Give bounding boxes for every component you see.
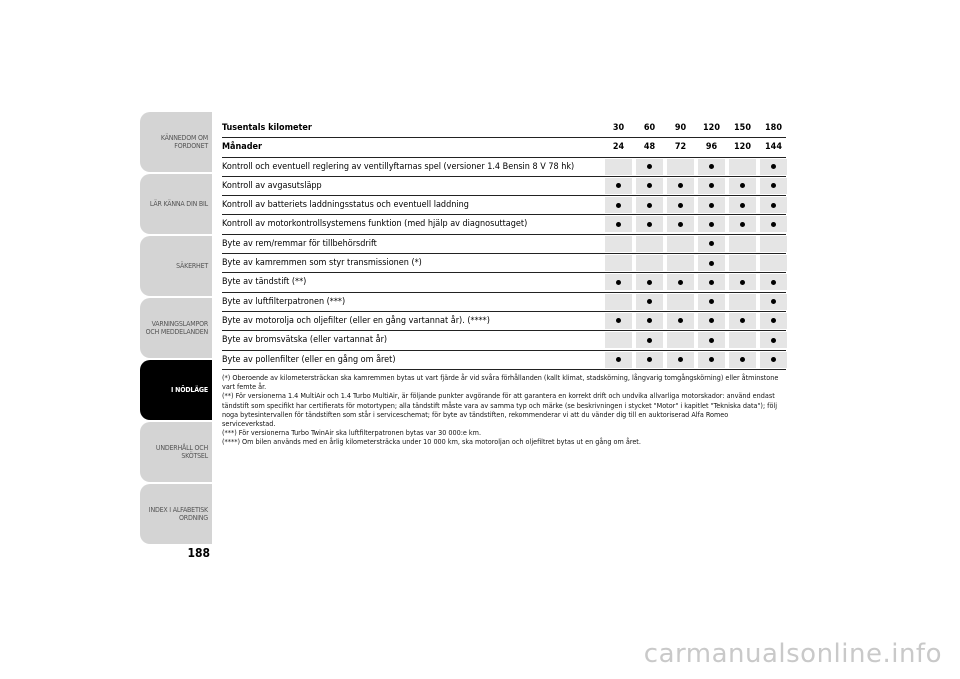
interval-cell bbox=[667, 178, 694, 194]
service-dot-icon bbox=[740, 203, 745, 208]
interval-cell bbox=[698, 352, 725, 368]
km-cell: 60 bbox=[643, 123, 656, 133]
interval-cell bbox=[729, 352, 756, 368]
header-label-months: Månader bbox=[222, 142, 263, 153]
interval-cell bbox=[667, 274, 694, 290]
service-dot-icon bbox=[709, 280, 714, 285]
row-label: Byte av rem/remmar för tillbehörsdrift bbox=[222, 238, 377, 249]
interval-cell bbox=[605, 352, 632, 368]
row-label: Byte av motorolja och oljefilter (eller en gång vartannat år). (****) bbox=[222, 315, 490, 326]
interval-cell bbox=[698, 332, 725, 348]
tab-sakerhet[interactable] bbox=[140, 236, 212, 296]
footnote-3: (***) För versionerna Turbo TwinAir ska luftfilterpatronen bytas var 30 000:e km. bbox=[222, 428, 482, 438]
interval-cell bbox=[760, 274, 787, 290]
service-dot-icon bbox=[709, 261, 714, 266]
service-dot-icon bbox=[771, 222, 776, 227]
month-cell: 24 bbox=[612, 142, 625, 153]
table-row bbox=[222, 215, 786, 234]
interval-cell bbox=[698, 294, 725, 310]
table-row bbox=[222, 331, 786, 350]
tab-label: LÄR KÄNNA DIN BIL bbox=[149, 200, 208, 208]
tab-index[interactable] bbox=[140, 484, 212, 544]
table-row bbox=[222, 158, 786, 177]
interval-cell bbox=[605, 197, 632, 213]
interval-cell bbox=[605, 313, 632, 329]
service-dot-icon bbox=[740, 357, 745, 362]
service-dot-icon bbox=[647, 203, 652, 208]
interval-cell bbox=[698, 274, 725, 290]
tab-label: VARNINGSLAMPOR OCH MEDDELANDEN bbox=[145, 320, 208, 336]
service-dot-icon bbox=[740, 280, 745, 285]
service-dot-icon bbox=[740, 318, 745, 323]
table-row bbox=[222, 235, 786, 254]
table-row bbox=[222, 312, 786, 331]
page-number: 188 bbox=[187, 546, 210, 560]
km-cell: 90 bbox=[674, 123, 687, 133]
service-dot-icon bbox=[709, 299, 714, 304]
header-row-km bbox=[222, 119, 786, 138]
month-cell: 48 bbox=[643, 142, 656, 153]
interval-cell bbox=[729, 159, 756, 175]
service-dot-icon bbox=[771, 357, 776, 362]
interval-cell bbox=[636, 352, 663, 368]
km-cell: 150 bbox=[734, 123, 751, 133]
interval-cell bbox=[760, 313, 787, 329]
interval-cell bbox=[729, 236, 756, 252]
month-cell: 120 bbox=[734, 142, 751, 153]
interval-cell bbox=[636, 216, 663, 232]
service-dot-icon bbox=[678, 357, 683, 362]
interval-cell bbox=[729, 216, 756, 232]
interval-cell bbox=[605, 274, 632, 290]
service-dot-icon bbox=[771, 164, 776, 169]
row-label: Kontroll av batteriets laddningsstatus och eventuell laddning bbox=[222, 200, 469, 211]
interval-cell bbox=[667, 197, 694, 213]
interval-cell bbox=[698, 236, 725, 252]
service-dot-icon bbox=[616, 203, 621, 208]
service-dot-icon bbox=[647, 222, 652, 227]
km-cell: 180 bbox=[765, 123, 782, 133]
interval-cell bbox=[760, 178, 787, 194]
watermark: carmanualsonline.info bbox=[643, 639, 942, 669]
interval-cell bbox=[760, 236, 787, 252]
interval-cell bbox=[605, 236, 632, 252]
interval-cell bbox=[698, 313, 725, 329]
interval-cell bbox=[760, 197, 787, 213]
maintenance-table bbox=[222, 119, 786, 370]
km-cell: 30 bbox=[612, 123, 625, 133]
month-cell: 96 bbox=[705, 142, 718, 153]
row-label: Byte av kamremmen som styr transmissionen (*) bbox=[222, 258, 422, 269]
footnote-2: (**) För versionerna 1.4 MultiAir och 1.4 Turbo MultiAir, är följande punkter avgörande för att garantera en korrekt drift och undvika allvarliga motorskador: använd endast tändstift som specifikt har certifierats för motortypen; alla tändstift måste vara av samma typ och märke (se beskrivningen i stycket "Motor" i kapitlet "Tekniska data"); följ noga bytesintervallen för tändstiften som står i serviceschemat; för byte av tändstiften, rekommenderar vi att du vänder dig till en auktoriserad Alfa Romeo serviceverkstad. bbox=[222, 391, 778, 429]
service-dot-icon bbox=[616, 280, 621, 285]
interval-cell bbox=[667, 313, 694, 329]
tab-label: SÄKERHET bbox=[176, 262, 208, 270]
service-dot-icon bbox=[709, 222, 714, 227]
interval-cell bbox=[636, 274, 663, 290]
tab-kannedom-om-fordonet[interactable] bbox=[140, 112, 212, 172]
interval-cell bbox=[667, 255, 694, 271]
interval-cell bbox=[729, 313, 756, 329]
interval-cell bbox=[667, 294, 694, 310]
service-dot-icon bbox=[616, 357, 621, 362]
month-cell: 72 bbox=[674, 142, 687, 153]
header-row-months bbox=[222, 138, 786, 157]
interval-cell bbox=[636, 197, 663, 213]
interval-cell bbox=[760, 294, 787, 310]
interval-cell bbox=[667, 216, 694, 232]
interval-cell bbox=[729, 332, 756, 348]
interval-cell bbox=[605, 294, 632, 310]
tab-label: KÄNNEDOM OM FORDONET bbox=[160, 134, 208, 150]
service-dot-icon bbox=[616, 222, 621, 227]
service-dot-icon bbox=[771, 338, 776, 343]
interval-cell bbox=[729, 274, 756, 290]
tab-i-nodlage[interactable] bbox=[140, 360, 212, 420]
table-row bbox=[222, 196, 786, 215]
service-dot-icon bbox=[740, 222, 745, 227]
service-dot-icon bbox=[647, 280, 652, 285]
table-row bbox=[222, 177, 786, 196]
interval-cell bbox=[636, 294, 663, 310]
interval-cell bbox=[636, 332, 663, 348]
service-dot-icon bbox=[740, 183, 745, 188]
service-dot-icon bbox=[616, 318, 621, 323]
service-dot-icon bbox=[771, 318, 776, 323]
interval-cell bbox=[698, 178, 725, 194]
service-dot-icon bbox=[647, 318, 652, 323]
service-dot-icon bbox=[678, 280, 683, 285]
interval-cell bbox=[605, 178, 632, 194]
service-dot-icon bbox=[616, 183, 621, 188]
interval-cell bbox=[729, 197, 756, 213]
interval-cell bbox=[698, 216, 725, 232]
footnote-1: (*) Oberoende av kilometersträckan ska kamremmen bytas ut vart fjärde år vid svåra förhållanden (kallt klimat, stadskörning, långvarig tomgångskörning) eller åtminstone vart femte år. bbox=[222, 373, 779, 392]
row-label: Kontroll och eventuell reglering av ventillyftarnas spel (versioner 1.4 Bensin 8 V 78 hk) bbox=[222, 161, 575, 172]
service-dot-icon bbox=[709, 338, 714, 343]
interval-cell bbox=[729, 178, 756, 194]
interval-cell bbox=[636, 159, 663, 175]
interval-cell bbox=[667, 236, 694, 252]
service-dot-icon bbox=[709, 164, 714, 169]
interval-cell bbox=[698, 197, 725, 213]
table-row bbox=[222, 351, 786, 370]
service-dot-icon bbox=[647, 338, 652, 343]
tab-lar-kanna-din-bil[interactable] bbox=[140, 174, 212, 234]
month-cell: 144 bbox=[765, 142, 782, 153]
interval-cell bbox=[760, 159, 787, 175]
interval-cell bbox=[636, 236, 663, 252]
service-dot-icon bbox=[678, 183, 683, 188]
interval-cell bbox=[605, 255, 632, 271]
row-label: Byte av luftfilterpatronen (***) bbox=[222, 296, 346, 307]
interval-cell bbox=[729, 255, 756, 271]
interval-cell bbox=[667, 159, 694, 175]
service-dot-icon bbox=[709, 318, 714, 323]
service-dot-icon bbox=[709, 203, 714, 208]
tab-label: INDEX I ALFABETISK ORDNING bbox=[148, 506, 208, 522]
interval-cell bbox=[760, 216, 787, 232]
interval-cell bbox=[636, 178, 663, 194]
interval-cell bbox=[729, 294, 756, 310]
km-cell: 120 bbox=[703, 123, 720, 133]
tab-label: I NÖDLÄGE bbox=[171, 386, 208, 394]
service-dot-icon bbox=[771, 280, 776, 285]
interval-cell bbox=[667, 352, 694, 368]
service-dot-icon bbox=[771, 299, 776, 304]
interval-cell bbox=[760, 332, 787, 348]
service-dot-icon bbox=[647, 164, 652, 169]
row-label: Kontroll av motorkontrollsystemens funktion (med hjälp av diagnosuttaget) bbox=[222, 219, 528, 230]
interval-cell bbox=[636, 313, 663, 329]
table-row bbox=[222, 293, 786, 312]
service-dot-icon bbox=[678, 203, 683, 208]
table-row bbox=[222, 273, 786, 292]
interval-cell bbox=[698, 159, 725, 175]
service-dot-icon bbox=[647, 183, 652, 188]
row-label: Kontroll av avgasutsläpp bbox=[222, 180, 322, 191]
footnote-4: (****) Om bilen används med en årlig kilometersträcka under 10 000 km, ska motoroljan och oljefiltret bytas ut en gång om året. bbox=[222, 437, 641, 447]
interval-cell bbox=[698, 255, 725, 271]
footnotes bbox=[222, 373, 782, 447]
interval-cell bbox=[760, 255, 787, 271]
service-dot-icon bbox=[771, 203, 776, 208]
row-label: Byte av tändstift (**) bbox=[222, 277, 307, 288]
service-dot-icon bbox=[709, 183, 714, 188]
service-dot-icon bbox=[678, 222, 683, 227]
tab-label: UNDERHÅLL OCH SKÖTSEL bbox=[155, 444, 208, 460]
service-dot-icon bbox=[771, 183, 776, 188]
row-label: Byte av bromsvätska (eller vartannat år) bbox=[222, 335, 388, 346]
row-label: Byte av pollenfilter (eller en gång om året) bbox=[222, 354, 396, 365]
interval-cell bbox=[667, 332, 694, 348]
header-label-km: Tusentals kilometer bbox=[222, 123, 312, 133]
interval-cell bbox=[636, 255, 663, 271]
interval-cell bbox=[605, 332, 632, 348]
interval-cell bbox=[605, 216, 632, 232]
service-dot-icon bbox=[678, 318, 683, 323]
service-dot-icon bbox=[647, 357, 652, 362]
service-dot-icon bbox=[709, 241, 714, 246]
interval-cell bbox=[760, 352, 787, 368]
chapter-tabs bbox=[140, 112, 212, 542]
service-dot-icon bbox=[647, 299, 652, 304]
tab-underhall-och-skotsel[interactable] bbox=[140, 422, 212, 482]
tab-varningslampor[interactable] bbox=[140, 298, 212, 358]
service-dot-icon bbox=[709, 357, 714, 362]
interval-cell bbox=[605, 159, 632, 175]
table-row bbox=[222, 254, 786, 273]
